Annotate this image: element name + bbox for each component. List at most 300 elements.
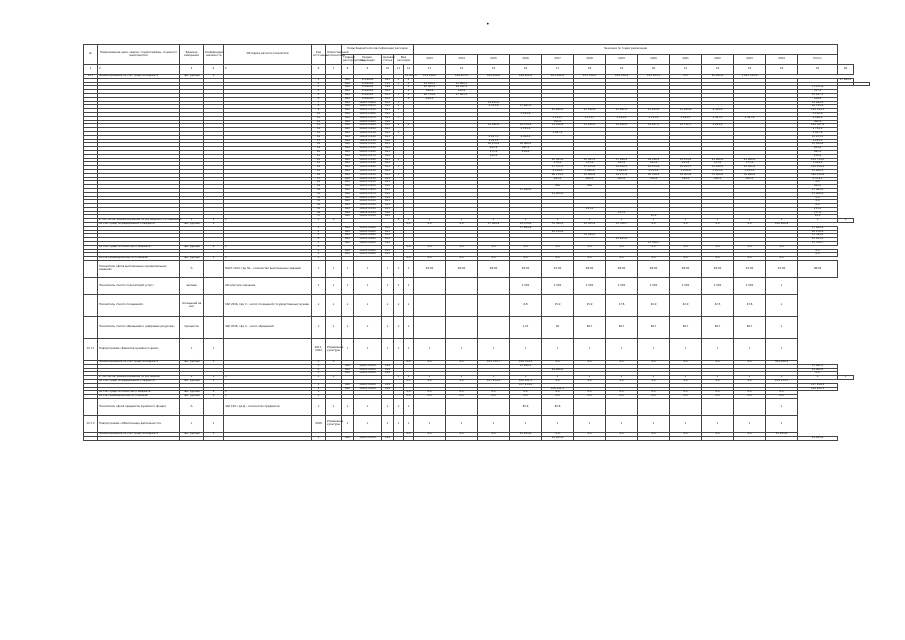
table-cell: 0,0 xyxy=(446,395,478,399)
table-cell: 21 910,4 xyxy=(638,109,670,113)
header-year: 2020 xyxy=(638,55,670,65)
table-cell: x xyxy=(354,317,382,339)
table-row xyxy=(84,317,870,339)
table-cell: x xyxy=(510,219,542,223)
table-cell: 1020272310 xyxy=(354,200,382,204)
table-cell: 1 xyxy=(394,78,404,82)
table-cell: 0720003 xyxy=(354,93,382,97)
table-cell: 61 271,1 xyxy=(606,173,638,177)
table-cell: 155 185,4 xyxy=(638,75,670,79)
table-cell: за счет средств областного бюджета xyxy=(98,245,180,249)
table-cell: 11 xyxy=(312,116,326,120)
table-cell: x xyxy=(638,416,670,433)
table-cell: 27 600,0 xyxy=(838,78,854,82)
table-cell: 0,0 xyxy=(574,395,606,399)
table-row xyxy=(84,399,870,416)
table-cell: 611 xyxy=(382,109,394,113)
table-cell: 611 xyxy=(382,124,394,128)
table-cell: 1 xyxy=(394,166,404,170)
table-cell: Абсолютное значение xyxy=(224,278,312,295)
header-year: 2018 xyxy=(574,55,606,65)
table-cell: 13 950,6 xyxy=(670,109,702,113)
table-cell: 16 xyxy=(312,135,326,139)
table-cell: 244 xyxy=(382,368,394,372)
table-cell: 360,0 xyxy=(798,120,838,124)
table-cell: x xyxy=(394,399,404,416)
table-cell: 1 121,7 xyxy=(542,116,574,120)
table-cell: x xyxy=(204,219,224,223)
table-cell xyxy=(84,436,98,440)
table-cell xyxy=(84,317,98,339)
table-cell: 800 xyxy=(342,150,354,154)
table-cell: 11 450,5 xyxy=(702,166,734,170)
table-cell: в том числе, финансирование по договорам xyxy=(98,376,180,380)
table-cell: x xyxy=(734,339,766,361)
table-cell: 0,0 xyxy=(574,245,606,249)
table-cell: x xyxy=(766,376,798,380)
table-cell: 460 xyxy=(542,185,574,189)
table-cell: x xyxy=(180,416,204,433)
table-cell: Финансирование за счет средств бюджета xyxy=(98,361,180,365)
table-cell: 48,7 xyxy=(702,317,734,339)
table-cell: 141 794,7 xyxy=(478,361,510,365)
table-cell: 800 xyxy=(342,143,354,147)
table-cell: 0,0 xyxy=(414,223,446,227)
table-cell: 1 xyxy=(394,82,404,86)
table-cell xyxy=(638,436,670,440)
table-cell: 1 607 104,0 xyxy=(734,75,766,79)
table-cell: x xyxy=(224,245,312,249)
table-cell: тыс. рублей xyxy=(180,245,204,249)
table-cell: 97,00 xyxy=(734,261,766,278)
table-cell: 320,6 xyxy=(446,90,478,94)
table-cell: x xyxy=(354,339,382,361)
table-cell: 2 xyxy=(312,230,326,234)
table-cell: 16 xyxy=(510,65,542,75)
table-cell: 18 078,6 xyxy=(510,223,542,227)
table-cell: 2017-2024 xyxy=(312,339,326,361)
table-cell: 1020170070 xyxy=(354,105,382,109)
table-cell: 42 305,0 xyxy=(542,158,574,162)
table-cell: 800 xyxy=(342,154,354,158)
table-cell: за счет средств федерального бюджета xyxy=(98,223,180,227)
table-cell: 611 xyxy=(382,166,394,170)
table-cell xyxy=(478,278,510,295)
table-cell: 1 xyxy=(312,226,326,230)
table-cell: 612 xyxy=(382,139,394,143)
table-cell: 12 876,3 xyxy=(405,74,417,77)
table-cell: 800 xyxy=(342,158,354,162)
table-cell xyxy=(838,82,854,86)
table-cell: 17 000,0 xyxy=(798,188,838,192)
table-cell: 18 079,6 xyxy=(510,124,542,128)
table-header-row xyxy=(84,45,870,55)
table-cell: 1 000 xyxy=(670,278,702,295)
table-cell: 612 xyxy=(382,101,394,105)
table-cell: 0,0 xyxy=(798,249,838,253)
table-cell: 1 xyxy=(204,433,224,437)
table-cell: 1020271160 xyxy=(354,150,382,154)
table-cell: 1020271250 xyxy=(354,185,382,189)
table-cell: 0,0 xyxy=(446,257,478,261)
table-cell: 625,4 xyxy=(542,177,574,181)
table-cell: 14.7.1 xyxy=(84,339,98,361)
table-cell: 3 165,6 xyxy=(510,112,542,116)
table-cell: 0,0 xyxy=(766,245,798,249)
table-cell: 2 xyxy=(312,82,326,86)
table-cell: x xyxy=(606,339,638,361)
table-cell: x xyxy=(326,278,342,295)
table-cell: 0,0 xyxy=(574,257,606,261)
table-cell: 13 356,7 xyxy=(606,223,638,227)
table-cell: x xyxy=(326,317,342,339)
table-cell: 800 xyxy=(342,173,354,177)
table-cell: 906,5 xyxy=(574,177,606,181)
table-cell: 15 xyxy=(478,65,510,75)
table-cell: 333,8 xyxy=(702,162,734,166)
table-cell: 17 000,0 xyxy=(510,188,542,192)
table-cell: x xyxy=(510,376,542,380)
table-cell: x xyxy=(478,339,510,361)
table-cell: x xyxy=(606,376,638,380)
table-cell: 127 914,4 xyxy=(478,380,510,384)
table-cell: 1 xyxy=(312,364,326,368)
table-cell: 2 xyxy=(404,82,414,86)
table-cell: 1 327,8 xyxy=(734,116,766,120)
table-cell: 243,8 xyxy=(670,162,702,166)
table-cell: 3 xyxy=(180,65,204,75)
table-cell: 1 xyxy=(394,109,404,113)
table-cell: 4 115,2 xyxy=(638,169,670,173)
table-cell: 0720003 xyxy=(354,97,382,101)
table-cell xyxy=(702,436,734,440)
table-cell: 41 925,6 xyxy=(766,433,798,437)
table-cell: x xyxy=(766,416,798,433)
table-cell: 300 498,9 xyxy=(766,361,798,365)
table-cell xyxy=(446,295,478,317)
table-cell: 21 xyxy=(670,65,702,75)
table-cell: 0,0 xyxy=(638,257,670,261)
table-cell: 800 xyxy=(342,139,354,143)
table-cell: 800 xyxy=(342,387,354,391)
header-code: Код источника xyxy=(312,45,326,65)
table-cell: 6 xyxy=(312,65,326,75)
table-cell: 71 475,6 xyxy=(798,86,838,90)
table-cell: 800 xyxy=(342,230,354,234)
table-cell: 6 xyxy=(312,97,326,101)
table-cell: 35 xyxy=(312,207,326,211)
table-cell: x xyxy=(224,376,312,380)
table-cell: 16 880,0 xyxy=(510,143,542,147)
table-cell: тыс. рублей xyxy=(180,75,204,79)
table-cell: 14 xyxy=(446,65,478,75)
table-cell: 21 000,0 xyxy=(702,158,734,162)
table-cell: 41 925,6 xyxy=(542,436,574,440)
table-cell: 23,8 xyxy=(734,295,766,317)
table-cell: 1020170050 xyxy=(354,387,382,391)
table-cell: 920,0 xyxy=(798,185,838,189)
table-cell: x xyxy=(734,416,766,433)
table-cell: 1 978,6 xyxy=(670,169,702,173)
table-cell: 12 911,4 xyxy=(734,166,766,170)
table-cell: 12 200,0 xyxy=(478,101,510,105)
table-cell: 32,9 xyxy=(798,215,838,219)
table-cell: 196 902,8 xyxy=(510,75,542,79)
table-cell: 0,0 xyxy=(542,361,574,365)
table-cell: x xyxy=(670,219,702,223)
table-cell: 611 xyxy=(382,207,394,211)
table-cell: x xyxy=(394,317,404,339)
table-cell: 21 000,0 xyxy=(734,158,766,162)
table-cell: 0,0 xyxy=(446,391,478,395)
table-cell: 98,00 xyxy=(670,261,702,278)
table-cell: 9 300,0 xyxy=(702,109,734,113)
table-cell: x xyxy=(382,416,394,433)
table-cell: 0,0 xyxy=(734,223,766,227)
table-cell: 1 872,5 xyxy=(734,169,766,173)
table-cell: 2 xyxy=(312,387,326,391)
table-cell: 43 365,3 xyxy=(574,158,606,162)
table-cell: Показатель «Число обращений к цифровым ресурсам» xyxy=(98,317,180,339)
table-cell: 1020271110 xyxy=(354,131,382,135)
table-cell: 800 xyxy=(342,169,354,173)
table-cell: 0,0 xyxy=(478,395,510,399)
table-cell: x xyxy=(766,295,798,317)
table-cell: 5 xyxy=(224,65,312,75)
table-cell: 1 000 xyxy=(606,278,638,295)
table-cell: 0,0 xyxy=(638,433,670,437)
table-cell: посещений на чел. xyxy=(180,295,204,317)
table-cell: 188 769,9 xyxy=(606,75,638,79)
table-cell: 0720002 xyxy=(354,86,382,90)
table-cell: 3 xyxy=(312,234,326,238)
table-cell: 1 xyxy=(312,78,326,82)
table-cell: 11 448,3 xyxy=(574,124,606,128)
table-cell: 36 xyxy=(312,211,326,215)
table-cell: 32 xyxy=(312,196,326,200)
table-cell: x xyxy=(404,317,414,339)
table-cell: 1 xyxy=(204,361,224,365)
table-cell: 42 563,1 xyxy=(414,86,446,90)
table-cell: за счет средств областного бюджета xyxy=(98,391,180,395)
table-cell: x xyxy=(766,399,798,416)
table-cell: 98,00 xyxy=(606,261,638,278)
table-cell: 0,0 xyxy=(404,361,414,365)
table-cell: 25 xyxy=(312,169,326,173)
table-cell: 278,6 xyxy=(542,162,574,166)
table-cell: 28 xyxy=(312,181,326,185)
table-cell: 0,0 xyxy=(606,245,638,249)
table-cell: 0,0 xyxy=(670,245,702,249)
header-year: 2024 xyxy=(766,55,798,65)
header-name: Наименование цели, задачи, подпрограммы, основного мероприятия xyxy=(98,45,180,65)
table-cell: 1020271190 xyxy=(354,162,382,166)
table-cell: 244 xyxy=(382,364,394,368)
table-cell: 611 xyxy=(382,131,394,135)
table-cell: 10 xyxy=(312,112,326,116)
table-cell: 0,0 xyxy=(606,257,638,261)
table-cell xyxy=(478,436,510,440)
table-cell xyxy=(414,399,446,416)
table-cell: 0,0 xyxy=(766,391,798,395)
table-cell: 611 xyxy=(382,181,394,185)
table-cell: НаСП х100, где На – количество выполненных заданий xyxy=(224,261,312,278)
table-cell: 1 000 xyxy=(574,278,606,295)
table-cell: 1 xyxy=(394,158,404,162)
table-cell: 0,0 xyxy=(510,395,542,399)
table-cell: 800 xyxy=(342,364,354,368)
table-cell: 244 xyxy=(382,86,394,90)
table-cell: 0,0 xyxy=(446,223,478,227)
table-cell: 1 231,4 xyxy=(638,116,670,120)
table-cell: x xyxy=(342,339,354,361)
table-cell: x xyxy=(702,376,734,380)
table-cell: % xyxy=(180,399,204,416)
table-cell xyxy=(224,339,312,361)
table-cell: 19 xyxy=(312,147,326,151)
table-cell: x xyxy=(414,219,446,223)
table-cell: 106 489,9 xyxy=(766,223,798,227)
table-cell: 612 xyxy=(382,120,394,124)
table-cell xyxy=(204,317,224,339)
table-cell: 3 905,6 xyxy=(606,169,638,173)
table-cell: x xyxy=(326,295,342,317)
table-cell: x xyxy=(702,416,734,433)
table-cell: в том числе, финансирование по договорам и соглашениям xyxy=(99,218,182,222)
header-codes-group: Коды бюджетной классификации расходов xyxy=(342,45,414,55)
table-cell: 612 xyxy=(382,234,394,238)
table-cell xyxy=(394,436,404,440)
table-cell xyxy=(204,261,224,278)
table-cell: 14 013,7 xyxy=(670,166,702,170)
table-cell: 22 xyxy=(312,158,326,162)
table-cell: 800 xyxy=(342,188,354,192)
table-cell: 6,8 xyxy=(510,295,542,317)
table-cell: 1020271170 xyxy=(354,154,382,158)
table-cell: 0,0 xyxy=(638,223,670,227)
table-cell: x xyxy=(180,376,204,380)
table-cell: 612 xyxy=(382,147,394,151)
table-cell: 611 xyxy=(382,192,394,196)
table-cell: 611 xyxy=(382,78,394,82)
table-cell xyxy=(606,436,638,440)
table-cell: 800 xyxy=(342,120,354,124)
table-cell: 2 xyxy=(404,86,414,90)
table-cell: 9 xyxy=(312,109,326,113)
table-cell: 4 xyxy=(312,238,326,242)
table-cell: 1 847,2 xyxy=(542,131,574,135)
table-cell: x xyxy=(638,339,670,361)
table-cell: 14.7.2 xyxy=(84,416,98,433)
table-cell: 53 000,0 xyxy=(702,173,734,177)
table-cell: 363,4 xyxy=(638,162,670,166)
table-cell: x xyxy=(414,339,446,361)
table-cell: 0,0 xyxy=(638,391,670,395)
table-cell: % xyxy=(180,261,204,278)
table-cell: 800 xyxy=(342,185,354,189)
table-cell: 1 307,3 xyxy=(702,116,734,120)
header-year: 2022 xyxy=(702,55,734,65)
table-cell: 1 847,2 xyxy=(798,131,838,135)
table-cell: 28 374,2 xyxy=(414,93,446,97)
table-cell: x xyxy=(394,261,404,278)
table-cell: 28 912,5 xyxy=(446,86,478,90)
table-cell: x xyxy=(312,261,326,278)
table-cell: 12 xyxy=(312,120,326,124)
table-cell xyxy=(84,278,98,295)
table-cell: 0,0 xyxy=(404,223,414,227)
table-cell: 0,0 xyxy=(798,253,838,257)
table-cell: x xyxy=(326,361,342,365)
table-cell xyxy=(204,278,224,295)
table-cell xyxy=(670,436,702,440)
table-cell: x xyxy=(312,391,326,395)
table-cell: 99,00 xyxy=(510,261,542,278)
table-cell: 800 xyxy=(342,226,354,230)
table-cell: Показатель «Доля предметов музейного фонда» xyxy=(98,399,180,416)
table-cell: 0,0 xyxy=(414,380,446,384)
table-cell: 800 xyxy=(342,181,354,185)
table-cell: 1020271090 xyxy=(354,124,382,128)
table-cell: 31 394,5 xyxy=(574,234,606,238)
table-cell: 32 874,4 xyxy=(670,158,702,162)
table-cell: 18 979,8 xyxy=(478,143,510,147)
table-cell: x xyxy=(342,295,354,317)
table-cell: 0,0 xyxy=(414,395,446,399)
table-cell: 612 xyxy=(382,154,394,158)
table-cell: 800 xyxy=(342,124,354,128)
table-cell: тыс. рублей xyxy=(180,380,204,384)
table-row xyxy=(84,278,870,295)
table-cell: 800 xyxy=(342,101,354,105)
table-cell: 1020270080 xyxy=(354,230,382,234)
table-cell: 0,0 xyxy=(404,433,414,437)
table-cell: 8 608,2 xyxy=(798,116,838,120)
table-cell: 1020271070 xyxy=(354,116,382,120)
table-cell: 20 xyxy=(312,150,326,154)
table-cell: 1 xyxy=(204,380,224,384)
table-cell: x xyxy=(670,339,702,361)
table-cell xyxy=(574,436,606,440)
table-cell: 0,0 xyxy=(702,380,734,384)
table-cell: за счет средств федерального бюджета xyxy=(98,380,180,384)
table-cell: x xyxy=(354,295,382,317)
table-cell: 0,0 xyxy=(670,361,702,365)
table-cell xyxy=(638,399,670,416)
table-cell: 1020271120 xyxy=(354,135,382,139)
table-cell: 25 815,2 xyxy=(798,238,838,242)
table-cell: 1 000 xyxy=(510,278,542,295)
table-cell: 41 925,6 xyxy=(798,436,838,440)
table-cell: 612 xyxy=(382,230,394,234)
table-cell: 9 xyxy=(354,65,382,75)
table-cell: 11 000,0 xyxy=(542,192,574,196)
table-cell xyxy=(446,317,478,339)
table-cell: тыс. рублей xyxy=(180,395,204,399)
table-cell: 0,0 xyxy=(414,433,446,437)
header-values-group: Значения по годам реализации xyxy=(414,45,838,55)
table-cell: 2 xyxy=(404,90,414,94)
table-cell: 1020272350 xyxy=(354,215,382,219)
table-cell: 800 xyxy=(342,211,354,215)
table-cell: 706,6 xyxy=(638,177,670,181)
table-cell: 1020271230 xyxy=(354,177,382,181)
table-cell: 41 925,6 xyxy=(510,433,542,437)
table-cell: 0,0 xyxy=(702,361,734,365)
table-cell: 11 xyxy=(394,65,404,75)
table-cell: Финансирование за счет средств бюджета xyxy=(98,433,180,437)
table-cell: x xyxy=(312,376,326,380)
